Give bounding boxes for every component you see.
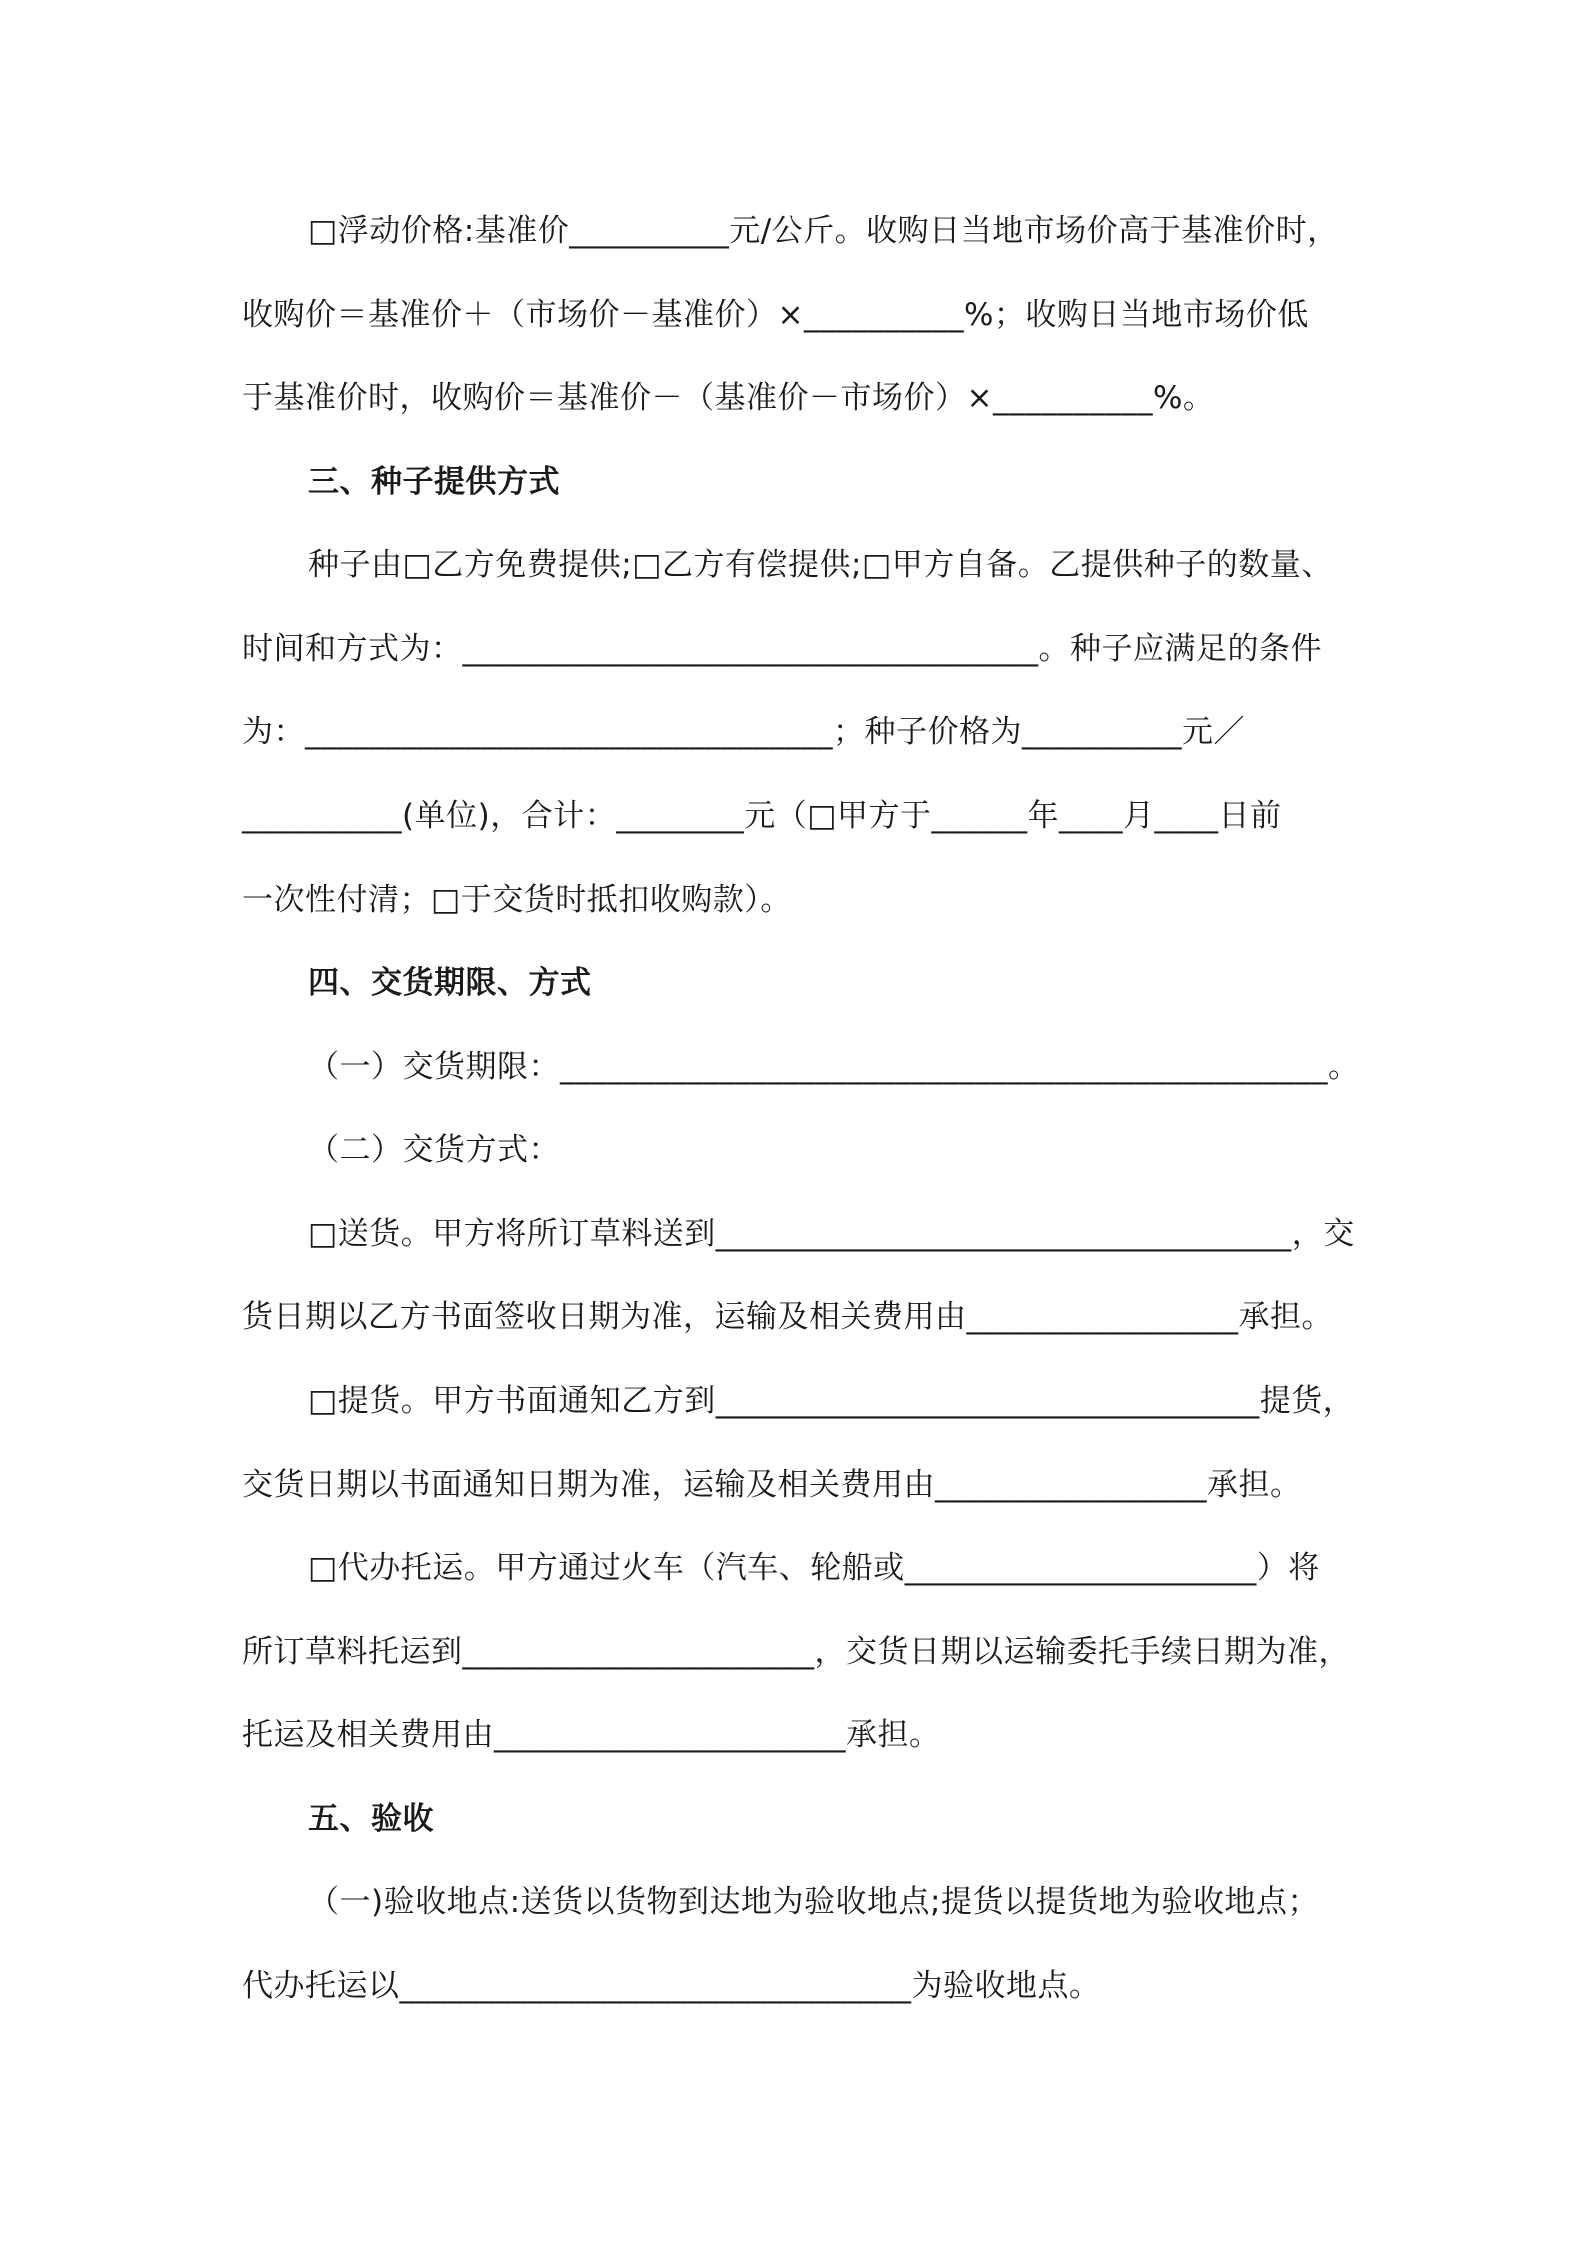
paragraph-seed-line-1 — [0, 535, 1586, 595]
paragraph-floating-price-line-1 — [0, 201, 1586, 261]
text-line-3: 于基准价时，收购价＝基准价－（基准价－市场价）×__________%。 — [242, 380, 1215, 416]
text-line-19: 托运及相关费用由______________________承担。 — [242, 1717, 941, 1753]
paragraph-seed-line-2 — [0, 619, 1586, 679]
section-heading-acceptance — [0, 1789, 1586, 1849]
text-line-16: 交货日期以书面通知日期为准，运输及相关费用由_________________承担。 — [242, 1467, 1302, 1503]
text-line-13: □送货。甲方将所订草料送到____________________________________，交 — [308, 1216, 1355, 1252]
delivery-pickup-line-2 — [0, 1455, 1586, 1515]
delivery-send-line-1 — [0, 1204, 1586, 1264]
heading-text-4: 四、交货期限、方式 — [308, 965, 592, 1001]
text-line-12: （二）交货方式： — [308, 1132, 560, 1168]
paragraph-seed-line-4 — [0, 786, 1586, 846]
text-line-17: □代办托运。甲方通过火车（汽车、轮船或______________________）将 — [308, 1550, 1320, 1586]
acceptance-location-line-1 — [0, 1872, 1586, 1932]
delivery-consign-line-3 — [0, 1705, 1586, 1765]
text-line-6: 时间和方式为：____________________________________。种子应满足的条件 — [242, 631, 1322, 667]
section-heading-delivery — [0, 953, 1586, 1013]
text-line-7: 为：_________________________________；种子价格为__________元／ — [242, 714, 1245, 750]
delivery-pickup-line-1 — [0, 1371, 1586, 1431]
section-heading-seed-supply — [0, 452, 1586, 512]
text-line-2: 收购价＝基准价＋（市场价－基准价）×__________%；收购日当地市场价低 — [242, 297, 1309, 333]
text-line-15: □提货。甲方书面通知乙方到__________________________________提货， — [308, 1383, 1355, 1419]
delivery-consign-line-2 — [0, 1622, 1586, 1682]
delivery-period-line — [0, 1037, 1586, 1097]
heading-text-3: 三、种子提供方式 — [308, 464, 560, 500]
delivery-send-line-2 — [0, 1287, 1586, 1347]
acceptance-location-line-2 — [0, 1956, 1586, 2016]
delivery-consign-line-1 — [0, 1538, 1586, 1598]
delivery-method-line — [0, 1120, 1586, 1180]
heading-text-5: 五、验收 — [308, 1801, 434, 1837]
text-line-14: 货日期以乙方书面签收日期为准，运输及相关费用由_________________承担。 — [242, 1299, 1333, 1335]
text-line-9: 一次性付清；□于交货时抵扣收购款）。 — [242, 882, 792, 918]
text-line-22: 代办托运以________________________________为验收地点。 — [242, 1968, 1101, 2004]
paragraph-floating-price-line-3 — [0, 368, 1586, 428]
text-line-1: □浮动价格:基准价__________元/公斤。收购日当地市场价高于基准价时， — [308, 213, 1339, 249]
paragraph-seed-line-3 — [0, 702, 1586, 762]
text-line-18: 所订草料托运到______________________，交货日期以运输委托手续日期为准， — [242, 1634, 1350, 1670]
paragraph-floating-price-line-2 — [0, 285, 1586, 345]
text-line-5: 种子由□乙方免费提供;□乙方有偿提供;□甲方自备。乙提供种子的数量、 — [308, 547, 1333, 583]
text-line-8: __________(单位)，合计：________元（□甲方于______年____月____日前 — [242, 798, 1282, 834]
text-line-11: （一）交货期限：________________________________________________。 — [308, 1049, 1360, 1085]
text-line-21: （一)验收地点:送货以货物到达地为验收地点;提货以提货地为验收地点； — [308, 1884, 1319, 1920]
paragraph-seed-line-5 — [0, 870, 1586, 930]
